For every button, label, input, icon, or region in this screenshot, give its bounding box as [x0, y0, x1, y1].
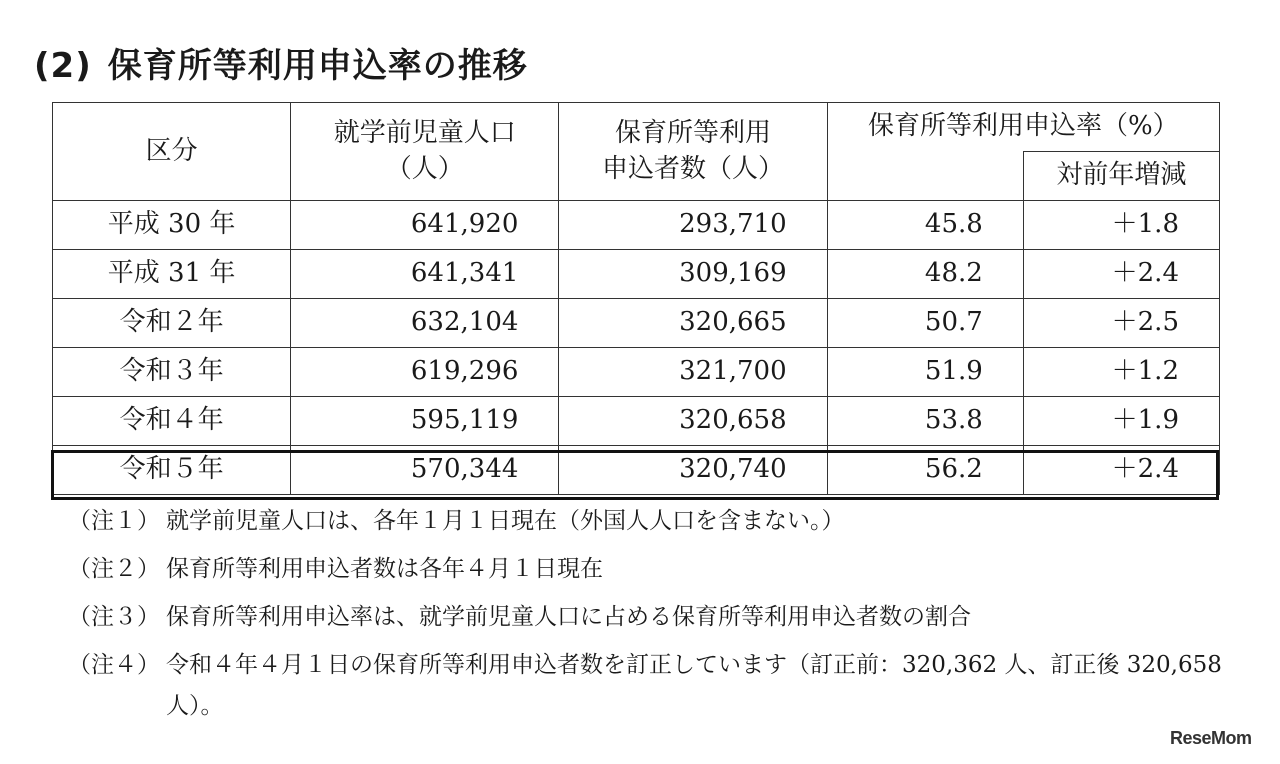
- cell-change: ＋2.4: [1023, 250, 1219, 299]
- cell-year: 令和５年: [53, 446, 291, 495]
- cell-population: 595,119: [291, 397, 559, 446]
- cell-rate: 50.7: [827, 299, 1023, 348]
- note-1: [68, 510, 1268, 558]
- cell-applicants: 320,665: [559, 299, 827, 348]
- cell-change: ＋1.2: [1023, 348, 1219, 397]
- table-row: [53, 348, 1220, 397]
- cell-applicants: 320,740: [559, 446, 827, 495]
- header-rate-blank: [827, 152, 1023, 201]
- cell-rate: 48.2: [827, 250, 1023, 299]
- table-row: [53, 397, 1220, 446]
- cell-change: ＋2.5: [1023, 299, 1219, 348]
- cell-year: 令和３年: [53, 348, 291, 397]
- header-population-line2: （人）: [385, 153, 464, 184]
- note-text: 保育所等利用申込者数は各年４月１日現在: [166, 556, 603, 582]
- table-row: [53, 250, 1220, 299]
- cell-population: 570,344: [291, 446, 559, 495]
- header-applicants: [559, 103, 827, 201]
- note-text: 令和４年４月１日の保育所等利用申込者数を訂正しています（訂正前：320,362 人、訂正後 320,658 人）。: [166, 652, 1222, 719]
- cell-year: 令和４年: [53, 397, 291, 446]
- cell-year: 平成 30 年: [53, 201, 291, 250]
- header-applicants-line2: 申込者数（人）: [602, 153, 785, 184]
- header-applicants-line1: 保育所等利用: [615, 118, 772, 149]
- cell-change: ＋1.9: [1023, 397, 1219, 446]
- table-row: [53, 446, 1220, 495]
- cell-population: 641,920: [291, 201, 559, 250]
- cell-change: ＋2.4: [1023, 446, 1219, 495]
- cell-year: 平成 31 年: [53, 250, 291, 299]
- cell-applicants: 321,700: [559, 348, 827, 397]
- cell-applicants: 320,658: [559, 397, 827, 446]
- note-tag: （注２）: [68, 556, 160, 582]
- cell-population: 632,104: [291, 299, 559, 348]
- cell-rate: 56.2: [827, 446, 1023, 495]
- cell-applicants: 309,169: [559, 250, 827, 299]
- section-title: 保育所等利用申込率の推移: [107, 46, 528, 86]
- cell-population: 641,341: [291, 250, 559, 299]
- note-text: 就学前児童人口は、各年１月１日現在（外国人人口を含まない。）: [166, 508, 845, 534]
- table-row: [53, 299, 1220, 348]
- header-population: [291, 103, 559, 201]
- notes: [68, 510, 1268, 727]
- note-2: [68, 558, 1268, 606]
- cell-year: 令和２年: [53, 299, 291, 348]
- section-heading: [34, 38, 528, 87]
- header-change: 対前年増減: [1023, 152, 1219, 201]
- application-rate-table: [52, 102, 1220, 495]
- cell-population: 619,296: [291, 348, 559, 397]
- note-tag: （注１）: [68, 508, 160, 534]
- note-tag: （注４）: [68, 652, 160, 678]
- table-body: [53, 201, 1220, 495]
- note-4: [68, 654, 1268, 727]
- cell-rate: 51.9: [827, 348, 1023, 397]
- cell-rate: 53.8: [827, 397, 1023, 446]
- section-number: (2): [34, 46, 92, 86]
- resemom-logo: ReseMom: [1170, 728, 1252, 748]
- table-row: [53, 201, 1220, 250]
- header-population-line1: 就学前児童人口: [333, 118, 516, 149]
- note-text: 保育所等利用申込率は、就学前児童人口に占める保育所等利用申込者数の割合: [166, 604, 971, 630]
- cell-rate: 45.8: [827, 201, 1023, 250]
- cell-change: ＋1.8: [1023, 201, 1219, 250]
- header-kubun: 区分: [53, 103, 291, 201]
- note-tag: （注３）: [68, 604, 160, 630]
- cell-applicants: 293,710: [559, 201, 827, 250]
- header-rate: 保育所等利用申込率（%）: [827, 103, 1219, 152]
